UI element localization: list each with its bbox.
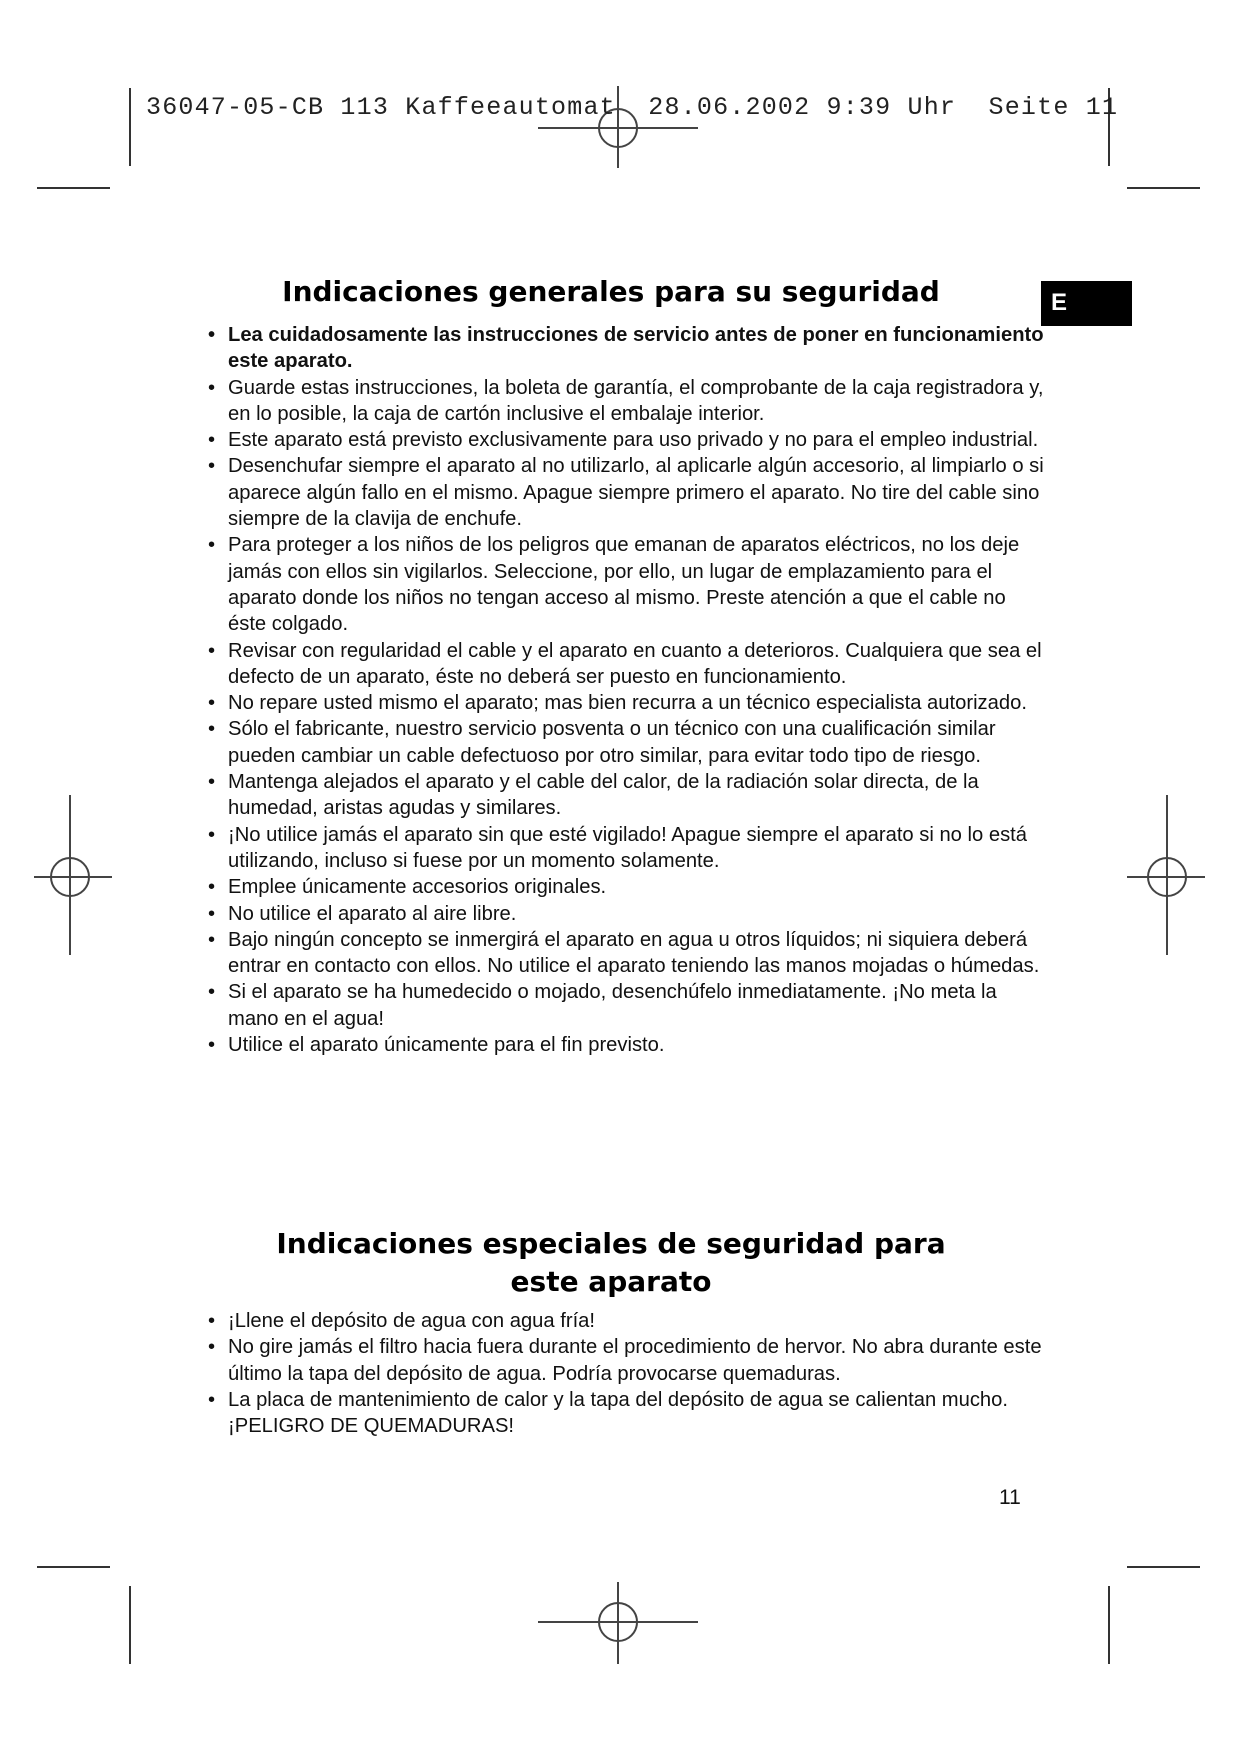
crop-mark — [129, 1586, 131, 1664]
list-item-text: No gire jamás el filtro hacia fuera durante el procedimiento de hervor. No abra durante este último la tapa del depósito de agua. Podría provocarse quemaduras. — [228, 1336, 1042, 1385]
registration-mark-icon — [538, 1582, 698, 1664]
crop-mark — [1108, 1586, 1110, 1664]
bullet-icon: • — [208, 928, 216, 951]
list-item — [208, 322, 1048, 375]
list-item — [208, 822, 1048, 875]
list-item — [208, 1334, 1048, 1387]
list-item — [208, 690, 1048, 716]
list-item-text: Utilice el aparato únicamente para el fin previsto. — [228, 1034, 665, 1057]
list-item-text: No repare usted mismo el aparato; mas bien recurra a un técnico especialista autorizado. — [228, 692, 1027, 715]
print-header: 36047-05-CB 113 Kaffeeautomat 28.06.2002 9:39 Uhr Seite 11 — [146, 93, 1119, 122]
list-item — [208, 427, 1048, 453]
bullet-icon: • — [208, 718, 216, 741]
list-item — [208, 874, 1048, 900]
list-item — [208, 979, 1048, 1032]
list-item — [208, 453, 1048, 532]
bullet-icon: • — [208, 429, 216, 452]
bullet-icon: • — [208, 902, 216, 925]
list-item-text: ¡Llene el depósito de agua con agua fría! — [228, 1310, 596, 1332]
bullet-icon: • — [208, 1310, 216, 1332]
list-item-text: Revisar con regularidad el cable y el aparato en cuanto a deterioros. Cualquiera que sea el defecto de un aparato, éste no deberá ser puesto en funcionamiento. — [228, 639, 1042, 688]
page-number: 11 — [999, 1486, 1021, 1509]
bullet-icon: • — [208, 639, 216, 662]
crop-mark — [129, 88, 131, 166]
crop-mark — [37, 1566, 110, 1568]
list-item-text: Si el aparato se ha humedecido o mojado, desenchúfelo inmediatamente. ¡No meta la mano en el agua! — [228, 981, 997, 1030]
bullet-icon: • — [208, 876, 216, 899]
special-safety-list — [208, 1308, 1048, 1439]
list-item-text: Este aparato está previsto exclusivamente para uso privado y no para el empleo industrial. — [228, 429, 1039, 452]
language-tab: E — [1041, 281, 1132, 326]
list-item — [208, 716, 1048, 769]
bullet-icon: • — [208, 1034, 216, 1057]
list-item-text: Lea cuidadosamente las instrucciones de servicio antes de poner en funcionamiento este aparato. — [228, 324, 1044, 373]
crop-mark — [1127, 1566, 1200, 1568]
crop-mark — [37, 187, 110, 189]
registration-mark-icon — [1127, 795, 1205, 955]
bullet-icon: • — [208, 455, 216, 478]
bullet-icon: • — [208, 981, 216, 1004]
list-item-text: Emplee únicamente accesorios originales. — [228, 876, 607, 899]
bullet-icon: • — [208, 692, 216, 715]
list-item-text: La placa de mantenimiento de calor y la tapa del depósito de agua se calientan mucho. ¡PELIGRO DE QUEMADURAS! — [228, 1388, 1008, 1438]
bullet-icon: • — [208, 324, 216, 346]
general-safety-list — [208, 322, 1048, 1058]
list-item — [208, 1387, 1048, 1440]
bullet-icon: • — [208, 771, 216, 794]
list-item — [208, 769, 1048, 822]
registration-mark-icon — [34, 795, 112, 955]
section-title-line: este aparato — [510, 1265, 712, 1298]
list-item-text: Guarde estas instrucciones, la boleta de garantía, el comprobante de la caja registradora y, en lo posible, la caja de cartón inclusive el embalaje interior. — [228, 376, 1044, 425]
list-item-text: ¡No utilice jamás el aparato sin que esté vigilado! Apague siempre el aparato si no lo está utilizando, incluso si fuese por un momento solamente. — [228, 823, 1027, 872]
bullet-icon: • — [208, 534, 216, 557]
bullet-icon: • — [208, 1388, 216, 1411]
list-item — [208, 901, 1048, 927]
crop-mark — [1127, 187, 1200, 189]
section-title-special-safety — [208, 1225, 1014, 1301]
list-item-text: Desenchufar siempre el aparato al no utilizarlo, al aplicarle algún accesorio, al limpiarlo o si aparece algún fallo en el mismo. Apague siempre primero el aparato. No tire del cable sino siempre de la clavija de enchufe. — [228, 455, 1044, 531]
list-item — [208, 1308, 1048, 1334]
bullet-icon: • — [208, 376, 216, 399]
list-item — [208, 638, 1048, 691]
list-item-text: Sólo el fabricante, nuestro servicio posventa o un técnico con una cualificación similar pueden cambiar un cable defectuoso por otro similar, para evitar todo tipo de riesgo. — [228, 718, 996, 767]
list-item-text: Para proteger a los niños de los peligros que emanan de aparatos eléctricos, no los deje jamás con ellos sin vigilarlos. Seleccione, por ello, un lugar de emplazamiento para el aparato donde los niños no tengan acceso al mismo. Preste atención a que el cable no éste colgado. — [228, 534, 1020, 636]
bullet-icon: • — [208, 823, 216, 846]
list-item — [208, 532, 1048, 637]
list-item — [208, 927, 1048, 980]
list-item-text: No utilice el aparato al aire libre. — [228, 902, 517, 925]
list-item — [208, 375, 1048, 428]
list-item-text: Bajo ningún concepto se inmergirá el aparato en agua u otros líquidos; ni siquiera deberá entrar en contacto con ellos. No utilice el aparato teniendo las manos mojadas o húmedas. — [228, 928, 1040, 978]
list-item-text: Mantenga alejados el aparato y el cable del calor, de la radiación solar directa, de la humedad, aristas agudas y similares. — [228, 771, 979, 820]
section-title-general-safety: Indicaciones generales para su seguridad — [282, 275, 940, 308]
bullet-icon: • — [208, 1336, 216, 1359]
section-title-line: Indicaciones especiales de seguridad para — [276, 1227, 946, 1260]
list-item — [208, 1032, 1048, 1058]
